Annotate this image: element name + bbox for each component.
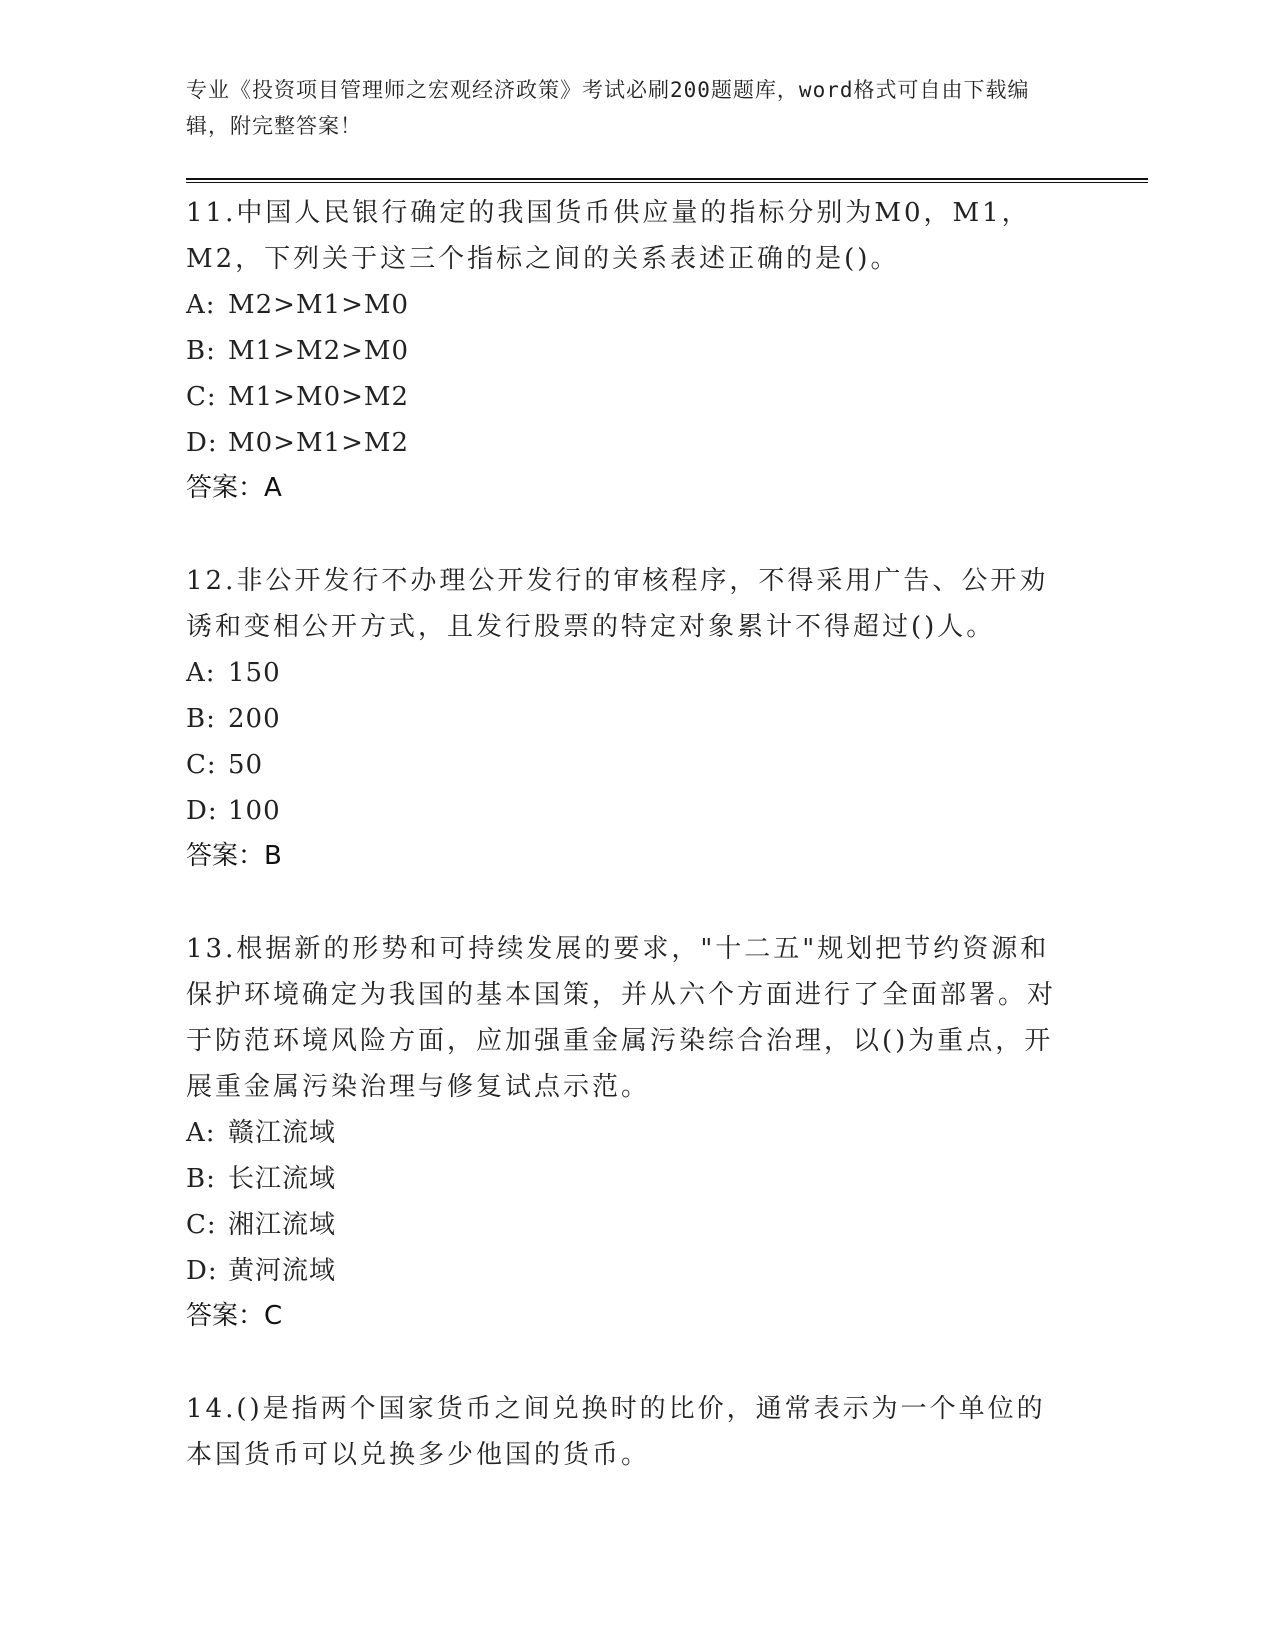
- option-key: C:: [186, 1210, 217, 1240]
- option-value: 100: [228, 796, 281, 826]
- option-a: [186, 650, 1066, 696]
- option-key: B:: [186, 704, 216, 734]
- answer-label: 答案：C: [186, 1301, 283, 1331]
- question-text: 11.中国人民银行确定的我国货币供应量的指标分别为M0，M1，M2，下列关于这三个指标之间的关系表述正确的是()。: [186, 198, 1031, 274]
- option-key: D:: [186, 796, 218, 826]
- answer-label: 答案：A: [186, 473, 282, 503]
- option-value: 150: [228, 658, 281, 688]
- option-value: 50: [228, 750, 264, 780]
- option-a: [186, 282, 1066, 328]
- option-key: C:: [186, 750, 217, 780]
- header-divider-thin: [186, 182, 1148, 183]
- option-a: [186, 1110, 1066, 1156]
- option-key: D:: [186, 1256, 218, 1286]
- option-c: [186, 1202, 1066, 1248]
- option-value: 黄河流域: [228, 1256, 337, 1286]
- option-value: M1>M2>M0: [228, 336, 410, 366]
- option-key: A:: [186, 658, 216, 688]
- option-value: M0>M1>M2: [228, 428, 410, 458]
- question-14: [186, 1386, 1066, 1478]
- option-b: [186, 328, 1066, 374]
- option-c: [186, 742, 1066, 788]
- option-d: [186, 788, 1066, 834]
- question-text: 14.()是指两个国家货币之间兑换时的比价，通常表示为一个单位的本国货币可以兑换多少他国的货币。: [186, 1394, 1046, 1470]
- option-key: D:: [186, 428, 218, 458]
- question-text: 12.非公开发行不办理公开发行的审核程序，不得采用广告、公开劝诱和变相公开方式，且发行股票的特定对象累计不得超过()人。: [186, 566, 1049, 642]
- option-value: 200: [228, 704, 281, 734]
- question-12: [186, 558, 1066, 878]
- option-value: 湘江流域: [228, 1210, 337, 1240]
- option-value: M1>M0>M2: [228, 382, 410, 412]
- option-key: A:: [186, 1118, 216, 1148]
- option-b: [186, 1156, 1066, 1202]
- option-key: B:: [186, 336, 216, 366]
- answer-label: 答案：B: [186, 841, 282, 871]
- question-11: [186, 190, 1066, 510]
- option-value: 赣江流域: [228, 1118, 337, 1148]
- question-13: [186, 926, 1066, 1338]
- question-list: [186, 190, 1066, 1526]
- option-value: M2>M1>M0: [228, 290, 410, 320]
- option-d: [186, 420, 1066, 466]
- header-divider-thick: [186, 178, 1148, 180]
- option-b: [186, 696, 1066, 742]
- option-key: A:: [186, 290, 216, 320]
- question-text: 13.根据新的形势和可持续发展的要求，"十二五"规划把节约资源和保护环境确定为我国的基本国策，并从六个方面进行了全面部署。对于防范环境风险方面，应加强重金属污染综合治理，以()为重点，开展重金属污染治理与修复试点示范。: [186, 934, 1057, 1102]
- option-key: B:: [186, 1164, 216, 1194]
- option-value: 长江流域: [228, 1164, 337, 1194]
- document-header: 专业《投资项目管理师之宏观经济政策》考试必刷200题题库，word格式可自由下载编辑，附完整答案！: [186, 78, 1030, 138]
- option-c: [186, 374, 1066, 420]
- option-d: [186, 1248, 1066, 1294]
- option-key: C:: [186, 382, 217, 412]
